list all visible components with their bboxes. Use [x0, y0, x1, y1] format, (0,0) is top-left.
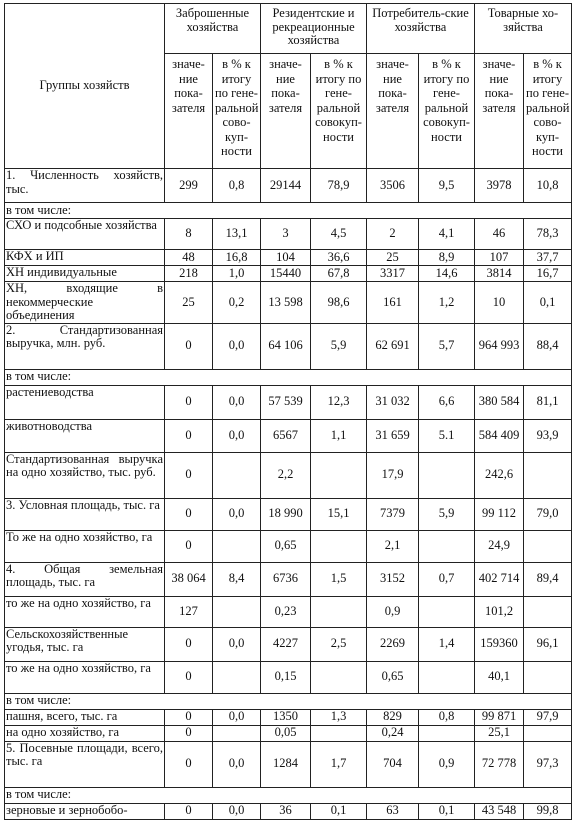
table-row [5, 803, 572, 819]
share-cell: 0,0 [213, 741, 261, 787]
share-cell: 4,5 [311, 219, 367, 250]
value-cell: 48 [165, 250, 213, 266]
row-label: Стандартизованная выручка на одно хозяйство, тыс. руб. [5, 452, 165, 498]
share-cell [419, 725, 475, 741]
share-cell: 14,6 [419, 266, 475, 282]
share-cell [419, 530, 475, 562]
value-cell: 2 [367, 219, 419, 250]
share-cell: 0,1 [311, 803, 367, 819]
value-cell: 6567 [261, 419, 311, 452]
table-row [5, 419, 572, 452]
share-cell: 1,0 [213, 266, 261, 282]
value-cell: 161 [367, 282, 419, 324]
share-cell [311, 725, 367, 741]
value-cell: 40,1 [475, 661, 524, 693]
share-cell: 0,0 [213, 323, 261, 369]
row-label: то же на одно хозяйство, га [5, 661, 165, 693]
value-cell: 29144 [261, 169, 311, 203]
value-cell: 0,9 [367, 596, 419, 627]
farm-groups-table [4, 3, 572, 820]
share-cell [311, 596, 367, 627]
group-header-commercial: Товарные хо-зяйства [475, 4, 572, 54]
share-cell: 6,6 [419, 385, 475, 419]
value-cell: 0,65 [367, 661, 419, 693]
table-row [5, 219, 572, 250]
value-cell: 380 584 [475, 385, 524, 419]
value-cell: 3 [261, 219, 311, 250]
row-subheader: в том числе: [5, 203, 572, 219]
value-cell: 0 [165, 725, 213, 741]
table-row [5, 661, 572, 693]
value-cell: 0 [165, 627, 213, 661]
value-cell: 24,9 [475, 530, 524, 562]
share-cell [419, 661, 475, 693]
share-cell: 8,9 [419, 250, 475, 266]
share-cell: 36,6 [311, 250, 367, 266]
value-cell: 3506 [367, 169, 419, 203]
share-cell [524, 725, 572, 741]
row-label: Сельскохозяйственные угодья, тыс. га [5, 627, 165, 661]
subheader-value: значе-ние пока-зателя [261, 54, 311, 169]
row-subheader: в том числе: [5, 369, 572, 385]
share-cell [311, 530, 367, 562]
value-cell: 17,9 [367, 452, 419, 498]
value-cell: 0 [165, 419, 213, 452]
value-cell: 829 [367, 709, 419, 725]
value-cell: 0,23 [261, 596, 311, 627]
value-cell: 107 [475, 250, 524, 266]
row-label: то же на одно хозяйство, га [5, 596, 165, 627]
table-row [5, 596, 572, 627]
subheader-row [5, 369, 572, 385]
subheader-share: в % к итогу по гене-ральной сово-куп-ности [213, 54, 261, 169]
share-cell [524, 452, 572, 498]
share-cell [524, 596, 572, 627]
subheader-value: значе-ние пока-зателя [475, 54, 524, 169]
share-cell: 98,6 [311, 282, 367, 324]
value-cell: 3317 [367, 266, 419, 282]
share-cell: 15,1 [311, 498, 367, 530]
row-label: ХН индивидуальные [5, 266, 165, 282]
value-cell: 36 [261, 803, 311, 819]
row-label: растениеводства [5, 385, 165, 419]
row-subheader: в том числе: [5, 787, 572, 803]
share-cell: 1,5 [311, 562, 367, 596]
value-cell: 7379 [367, 498, 419, 530]
value-cell: 6736 [261, 562, 311, 596]
share-cell: 13,1 [213, 219, 261, 250]
share-cell: 97,3 [524, 741, 572, 787]
share-cell [419, 596, 475, 627]
share-cell: 5,9 [419, 498, 475, 530]
share-cell: 5,9 [311, 323, 367, 369]
value-cell: 8 [165, 219, 213, 250]
value-cell: 0 [165, 661, 213, 693]
row-label: животноводства [5, 419, 165, 452]
value-cell: 127 [165, 596, 213, 627]
share-cell: 0,0 [213, 498, 261, 530]
row-label: пашня, всего, тыс. га [5, 709, 165, 725]
share-cell: 16,7 [524, 266, 572, 282]
share-cell [524, 661, 572, 693]
table-row [5, 452, 572, 498]
row-label: 2. Стандартизованная выручка, млн. руб. [5, 323, 165, 369]
value-cell: 3814 [475, 266, 524, 282]
share-cell [311, 661, 367, 693]
group-header-consumer: Потребитель-ские хозяйства [367, 4, 475, 54]
share-cell: 0,8 [419, 709, 475, 725]
share-cell: 0,1 [419, 803, 475, 819]
value-cell: 63 [367, 803, 419, 819]
table-row [5, 250, 572, 266]
share-cell: 0,8 [213, 169, 261, 203]
table-row [5, 709, 572, 725]
value-cell: 584 409 [475, 419, 524, 452]
share-cell: 1,4 [419, 627, 475, 661]
share-cell: 96,1 [524, 627, 572, 661]
share-cell [213, 530, 261, 562]
share-cell: 2,5 [311, 627, 367, 661]
value-cell: 0 [165, 452, 213, 498]
value-cell: 10 [475, 282, 524, 324]
share-cell: 1,3 [311, 709, 367, 725]
row-label: ХН, входящие в некоммерческие объединения [6, 281, 163, 322]
value-cell: 0,65 [261, 530, 311, 562]
value-cell: 0 [165, 741, 213, 787]
table-row [5, 530, 572, 562]
value-cell: 0,15 [261, 661, 311, 693]
value-cell: 2,1 [367, 530, 419, 562]
row-subheader: в том числе: [5, 693, 572, 709]
value-cell: 62 691 [367, 323, 419, 369]
share-cell: 0,0 [213, 803, 261, 819]
value-cell: 99 112 [475, 498, 524, 530]
value-cell: 964 993 [475, 323, 524, 369]
row-label: 3. Условная площадь, тыс. га [5, 498, 165, 530]
share-cell: 0,2 [213, 282, 261, 324]
table-row [5, 562, 572, 596]
share-cell: 4,1 [419, 219, 475, 250]
value-cell: 38 064 [165, 562, 213, 596]
table-row [5, 385, 572, 419]
table-row [5, 725, 572, 741]
value-cell: 218 [165, 266, 213, 282]
subheader-value: значе-ние пока-зателя [367, 54, 419, 169]
share-cell: 78,9 [311, 169, 367, 203]
table-row [5, 169, 572, 203]
groups-column-header: Группы хозяйств [5, 4, 165, 169]
subheader-share: в % к итогу по гене-ральной сово-куп-ности [524, 54, 572, 169]
value-cell: 0,24 [367, 725, 419, 741]
share-cell: 8,4 [213, 562, 261, 596]
share-cell: 78,3 [524, 219, 572, 250]
share-cell [311, 452, 367, 498]
share-cell: 1,1 [311, 419, 367, 452]
share-cell: 0,7 [419, 562, 475, 596]
group-header-resident: Резидентские и рекреационные хозяйства [261, 4, 367, 54]
value-cell: 31 032 [367, 385, 419, 419]
share-cell: 0,9 [419, 741, 475, 787]
share-cell: 0,0 [213, 709, 261, 725]
value-cell: 0 [165, 385, 213, 419]
table-body [5, 169, 572, 820]
share-cell: 1,2 [419, 282, 475, 324]
share-cell: 97,9 [524, 709, 572, 725]
share-cell: 88,4 [524, 323, 572, 369]
table-row [5, 498, 572, 530]
value-cell: 101,2 [475, 596, 524, 627]
share-cell [213, 661, 261, 693]
share-cell: 67,8 [311, 266, 367, 282]
value-cell: 0,05 [261, 725, 311, 741]
table-row [5, 627, 572, 661]
subheader-row [5, 787, 572, 803]
value-cell: 704 [367, 741, 419, 787]
table-row [5, 323, 572, 369]
value-cell: 99 871 [475, 709, 524, 725]
value-cell: 402 714 [475, 562, 524, 596]
value-cell: 242,6 [475, 452, 524, 498]
value-cell: 104 [261, 250, 311, 266]
share-cell: 16,8 [213, 250, 261, 266]
share-cell: 37,7 [524, 250, 572, 266]
row-label: То же на одно хозяйство, га [5, 530, 165, 562]
row-label: СХО и подсобные хозяйства [5, 219, 165, 250]
value-cell: 46 [475, 219, 524, 250]
share-cell [213, 452, 261, 498]
share-cell: 0,1 [524, 282, 572, 324]
document-page [4, 3, 571, 820]
value-cell: 159360 [475, 627, 524, 661]
share-cell: 99,8 [524, 803, 572, 819]
table-row [5, 741, 572, 787]
row-label: на одно хозяйство, га [5, 725, 165, 741]
value-cell: 2269 [367, 627, 419, 661]
value-cell: 25 [367, 250, 419, 266]
share-cell: 12,3 [311, 385, 367, 419]
row-label: КФХ и ИП [5, 250, 165, 266]
share-cell: 5,7 [419, 323, 475, 369]
value-cell: 4227 [261, 627, 311, 661]
share-cell: 81,1 [524, 385, 572, 419]
value-cell: 25 [165, 282, 213, 324]
subheader-row [5, 693, 572, 709]
value-cell: 0 [165, 530, 213, 562]
value-cell: 0 [165, 803, 213, 819]
value-cell: 43 548 [475, 803, 524, 819]
share-cell: 79,0 [524, 498, 572, 530]
table-row [5, 266, 572, 282]
value-cell: 1284 [261, 741, 311, 787]
share-cell [419, 452, 475, 498]
subheader-value: значе-ние пока-зателя [165, 54, 213, 169]
subheader-share: в % к итогу по гене-ральной совокуп-ности [419, 54, 475, 169]
value-cell: 299 [165, 169, 213, 203]
row-label: 4. Общая земельная площадь, тыс. га [5, 562, 165, 596]
value-cell: 3978 [475, 169, 524, 203]
value-cell: 3152 [367, 562, 419, 596]
share-cell: 10,8 [524, 169, 572, 203]
share-cell [213, 725, 261, 741]
value-cell: 0 [165, 323, 213, 369]
group-header-abandoned: Заброшенные хозяйства [165, 4, 261, 54]
share-cell: 9,5 [419, 169, 475, 203]
value-cell: 13 598 [261, 282, 311, 324]
share-cell: 89,4 [524, 562, 572, 596]
value-cell: 0 [165, 498, 213, 530]
value-cell: 0 [165, 709, 213, 725]
share-cell: 1,7 [311, 741, 367, 787]
share-cell: 5.1 [419, 419, 475, 452]
share-cell [213, 596, 261, 627]
share-cell [524, 530, 572, 562]
value-cell: 72 778 [475, 741, 524, 787]
row-label: зерновые и зернобобо- [5, 803, 165, 819]
share-cell: 93,9 [524, 419, 572, 452]
value-cell: 2,2 [261, 452, 311, 498]
row-label: 1. Численность хозяйств, тыс. [5, 169, 165, 203]
value-cell: 25,1 [475, 725, 524, 741]
subheader-share: в % к итогу по гене-ральной совокуп-ности [311, 54, 367, 169]
value-cell: 31 659 [367, 419, 419, 452]
value-cell: 15440 [261, 266, 311, 282]
value-cell: 18 990 [261, 498, 311, 530]
share-cell: 0,0 [213, 385, 261, 419]
share-cell: 0,0 [213, 419, 261, 452]
value-cell: 57 539 [261, 385, 311, 419]
share-cell: 0,0 [213, 627, 261, 661]
row-label: 5. Посевные площади, всего, тыс. га [5, 741, 165, 787]
subheader-row [5, 203, 572, 219]
value-cell: 1350 [261, 709, 311, 725]
table-row [5, 282, 572, 324]
value-cell: 64 106 [261, 323, 311, 369]
